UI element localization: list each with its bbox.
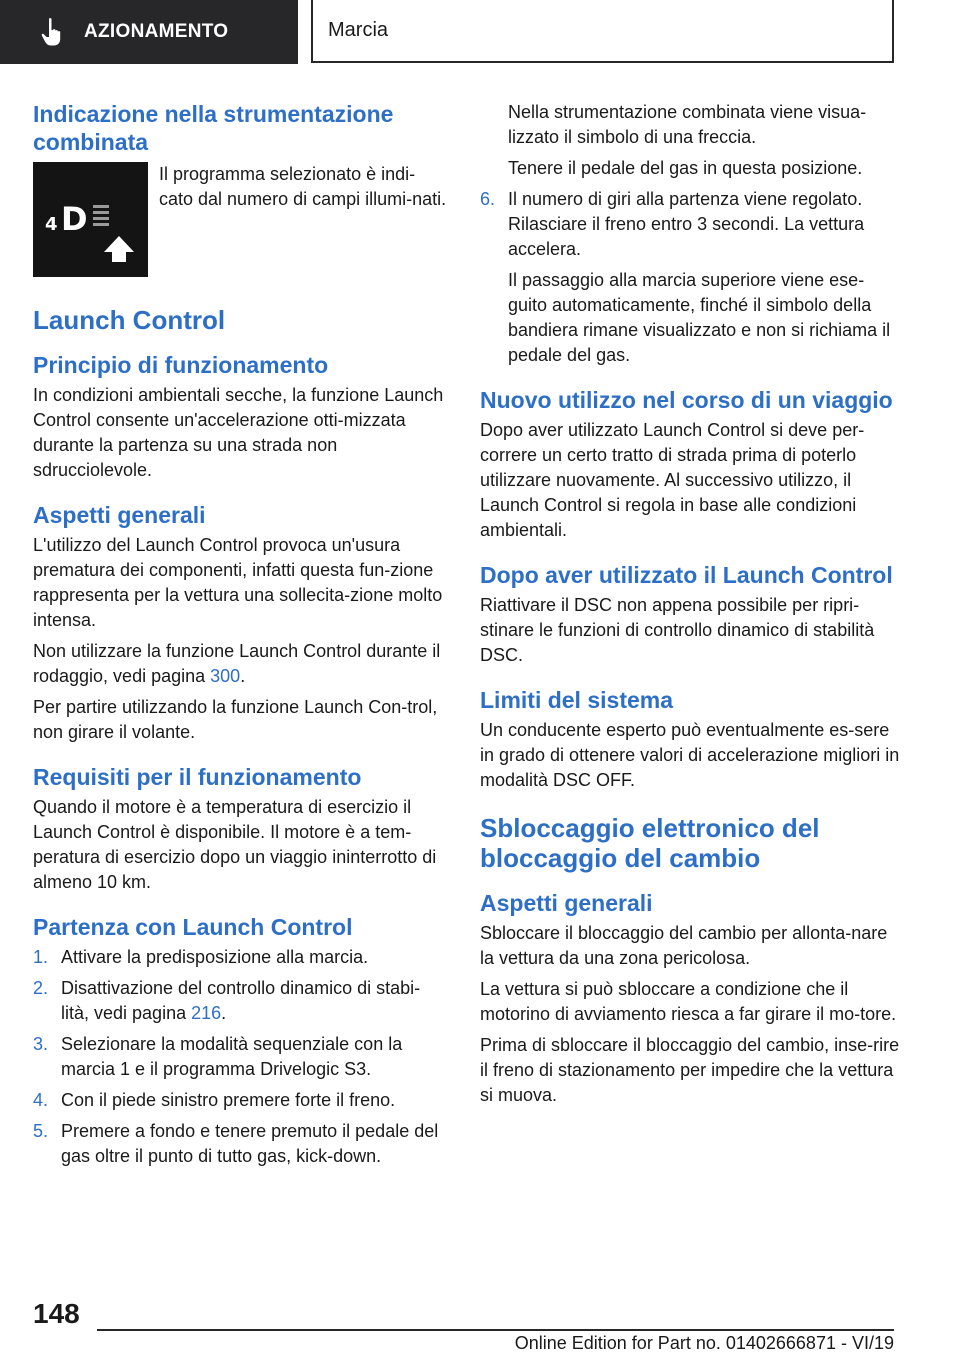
- nuovo-utilizzo-heading: Nuovo utilizzo nel corso di un viaggio: [480, 387, 893, 413]
- launch-control-heading: Launch Control: [33, 305, 226, 335]
- nuovo-utilizzo-text: Dopo aver utilizzato Launch Control si deve per-correre un certo tratto di strada prima di poterlo utilizzare nuovamente. Al successivo utilizzo, il Launch Control si regola in base alle condizioni ambientali.: [480, 420, 865, 540]
- page-number: 148: [33, 1298, 80, 1329]
- section-title: AZIONAMENTO: [84, 21, 229, 42]
- list-item: 3. Selezionare la modalità sequenziale con la marcia 1 e il programma Drivelogic S3.: [33, 1034, 403, 1079]
- aspetti-paragraph-3: Per partire utilizzando la funzione Launch Con-trol, non girare il volante.: [33, 697, 438, 742]
- aspetti-heading: Aspetti generali: [33, 502, 206, 528]
- subsection-box: [311, 0, 894, 63]
- list-item: 6. Il numero di giri alla partenza viene regolato. Rilasciare il freno entro 3 secondi. La vettura accelera.: [480, 189, 865, 259]
- sbloccaggio-heading: Sbloccaggio elettronico del bloccaggio del cambio: [480, 813, 820, 873]
- steps-list: [33, 945, 448, 1169]
- page-ref-link[interactable]: 300: [210, 666, 241, 686]
- list-item: 4. Con il piede sinistro premere forte il freno.: [33, 1090, 396, 1110]
- indicator-heading: Indicazione nella strumentazione combinata: [33, 101, 394, 155]
- step6-continuation: Il passaggio alla marcia superiore viene ese-guito automaticamente, finché il simbolo della bandiera rimane visualizzato e non si richiama il pedale del gas.: [508, 270, 891, 365]
- list-item: 1. Attivare la predisposizione alla marcia.: [33, 947, 369, 967]
- dopo-utilizzo-heading: Dopo aver utilizzato il Launch Control: [480, 562, 893, 588]
- list-item: 5. Premere a fondo e tenere premuto il pedale del gas oltre il punto di tutto gas, kick-down.: [33, 1121, 439, 1166]
- edition-text: Online Edition for Part no. 01402666871 - VI/19: [514, 1333, 894, 1353]
- requisiti-text: Quando il motore è a temperatura di esercizio il Launch Control è disponibile. Il motore è a tem-peratura di esercizio dopo un viaggio ininterrotto di almeno 10 km.: [33, 797, 437, 892]
- step5-continuation-1: Nella strumentazione combinata viene visua-lizzato il simbolo di una freccia.: [508, 102, 867, 147]
- pointing-hand-icon: [40, 17, 66, 47]
- sbloccaggio-paragraph-3: Prima di sbloccare il bloccaggio del cambio, inse-rire il freno di stazionamento per impedire che la vettura si muova.: [480, 1035, 900, 1105]
- partenza-heading: Partenza con Launch Control: [33, 914, 353, 940]
- requisiti-heading: Requisiti per il funzionamento: [33, 764, 362, 790]
- aspetti-generali-heading: Aspetti generali: [480, 890, 653, 916]
- aspetti-paragraph-1: L'utilizzo del Launch Control provoca un'usura prematura dei componenti, infatti questa fun-zione rappresenta per la vettura una sollecita-zione molto intensa.: [33, 535, 443, 630]
- sbloccaggio-paragraph-2: La vettura si può sbloccare a condizione che il motorino di avviamento riesca a far girare il mo-tore.: [480, 979, 897, 1024]
- sbloccaggio-paragraph-1: Sbloccare il bloccaggio del cambio per allonta-nare la vettura da una zona pericolosa.: [480, 923, 888, 968]
- limiti-heading: Limiti del sistema: [480, 687, 674, 713]
- left-column: [33, 100, 448, 1175]
- list-item: 2. Disattivazione del controllo dinamico di stabi-lità, vedi pagina 216.: [33, 978, 421, 1023]
- page-ref-link[interactable]: 216: [191, 1003, 222, 1023]
- footer-divider: [97, 1329, 894, 1331]
- section-tab: [0, 0, 298, 64]
- step5-continuation-2: Tenere il pedale del gas in questa posizione.: [508, 158, 863, 178]
- dopo-utilizzo-text: Riattivare il DSC non appena possibile per ripri-stinare le funzioni di controllo dinamico di stabilità DSC.: [480, 595, 875, 665]
- svg-text:D: D: [61, 200, 88, 238]
- right-column: [480, 100, 900, 1114]
- indicator-block: [33, 162, 448, 277]
- steps-list-continued: [480, 187, 900, 262]
- principio-text: In condizioni ambientali secche, la funzione Launch Control consente un'accelerazione otti-mizzata durante la partenza su una strada non sdrucciolevole.: [33, 385, 444, 480]
- aspetti-paragraph-2: Non utilizzare la funzione Launch Control durante il rodaggio, vedi pagina 300.: [33, 641, 441, 686]
- instrument-cluster-image: [33, 162, 148, 277]
- subsection-title: Marcia: [328, 19, 389, 41]
- principio-heading: Principio di funzionamento: [33, 352, 329, 378]
- limiti-text: Un conducente esperto può eventualmente es-sere in grado di ottenere valori di accelerazione migliori in modalità DSC OFF.: [480, 720, 900, 790]
- indicator-text: Il programma selezionato è indi-cato dal numero di campi illumi-nati.: [159, 164, 447, 209]
- svg-text:4: 4: [45, 214, 58, 235]
